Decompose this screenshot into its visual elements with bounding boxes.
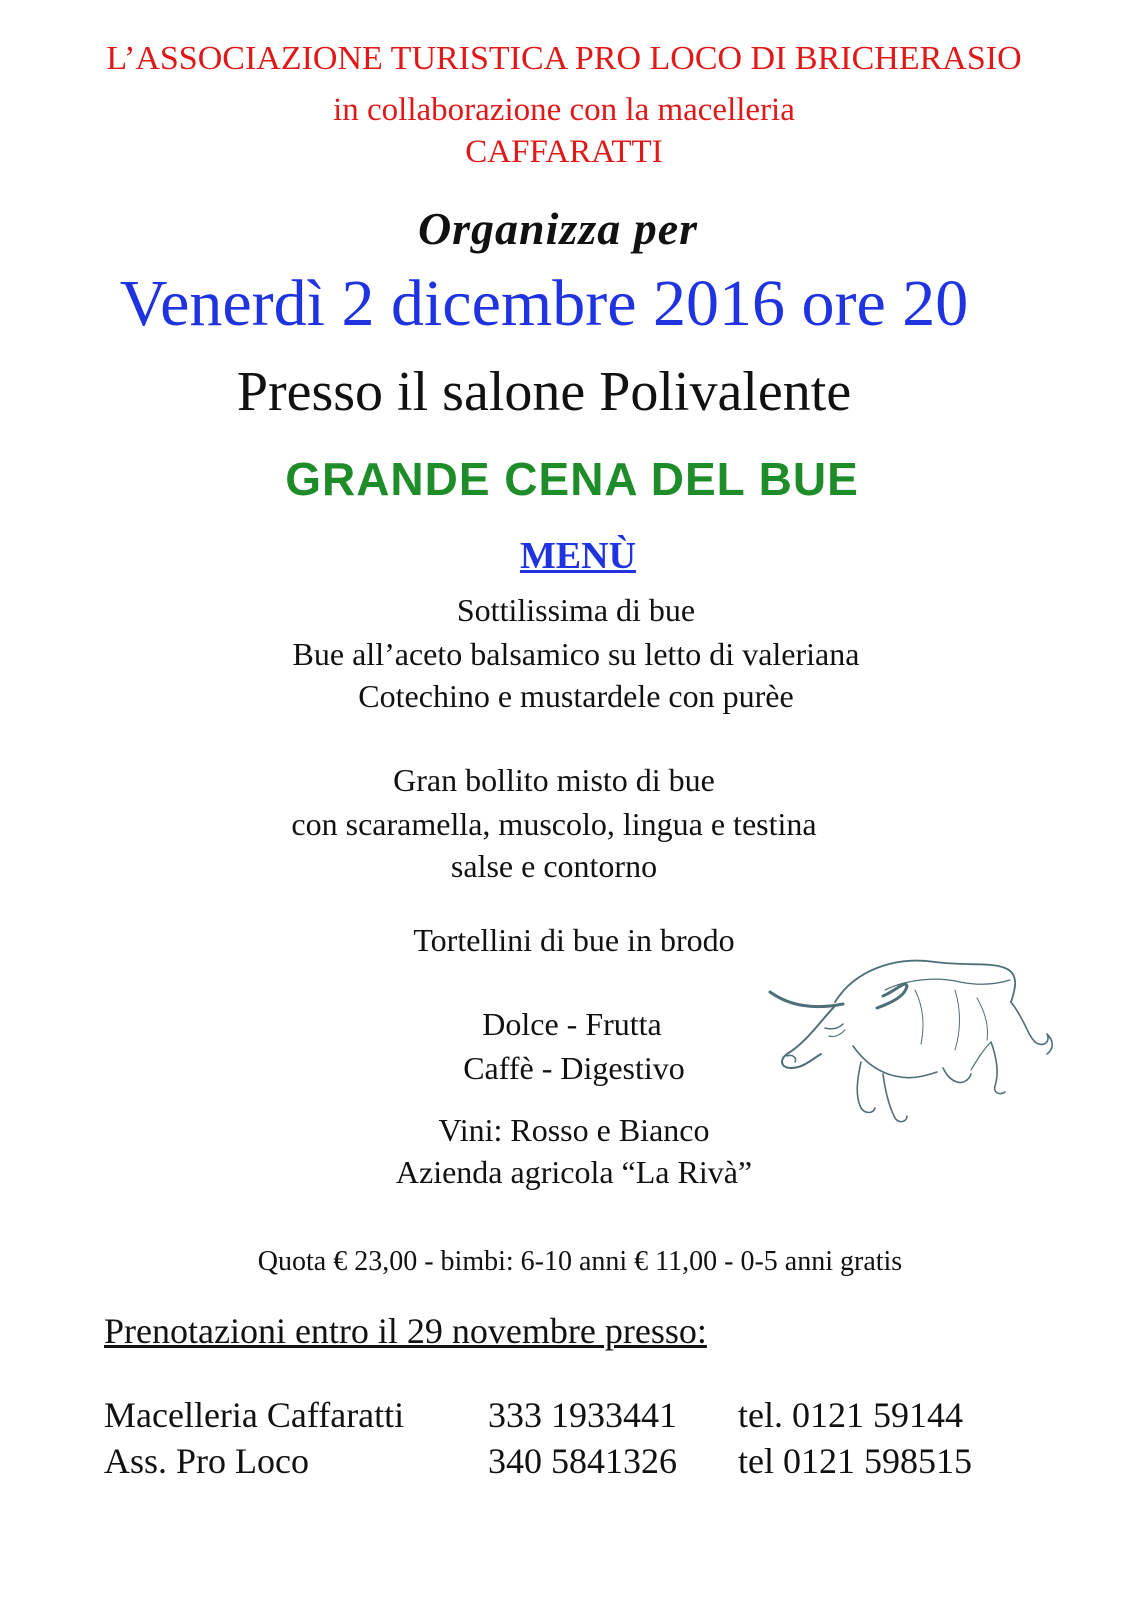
- menu-item: Vini: Rosso e Bianco: [438, 1112, 710, 1148]
- menu-item: Dolce - Frutta: [482, 1006, 662, 1042]
- bull-icon: [765, 950, 1065, 1140]
- collaboration-line: in collaborazione con la macelleria: [333, 92, 795, 128]
- contact-phone: tel. 0121 59144: [738, 1395, 963, 1435]
- contact-mobile: 333 1933441: [488, 1395, 677, 1435]
- contact-mobile: 340 5841326: [488, 1441, 677, 1481]
- contact-name: Ass. Pro Loco: [104, 1441, 309, 1481]
- price-info: Quota € 23,00 - bimbi: 6-10 anni € 11,00 - 0-5 anni gratis: [257, 1246, 903, 1277]
- butcher-name: CAFFARATTI: [465, 134, 663, 170]
- organizes-for-heading: Organizza per: [417, 203, 699, 254]
- contact-name: Macelleria Caffaratti: [104, 1395, 405, 1435]
- event-date: Venerdì 2 dicembre 2016 ore 20: [119, 267, 969, 340]
- menu-item: Azienda agricola “La Rivà”: [395, 1154, 753, 1190]
- menu-item: Tortellini di bue in brodo: [413, 922, 735, 958]
- event-venue: Presso il salone Polivalente: [236, 361, 852, 423]
- contact-phone: tel 0121 598515: [738, 1441, 972, 1481]
- menu-item: Caffè - Digestivo: [463, 1050, 685, 1086]
- event-title: GRANDE CENA DEL BUE: [285, 453, 859, 505]
- menu-item: Gran bollito misto di bue: [393, 762, 715, 798]
- menu-item: Bue all’aceto balsamico su letto di valeriana: [292, 636, 860, 672]
- menu-title: MENÙ: [519, 535, 637, 577]
- association-name: L’ASSOCIAZIONE TURISTICA PRO LOCO DI BRICHERASIO: [106, 40, 1022, 77]
- menu-item: Sottilissima di bue: [456, 592, 696, 628]
- booking-title: Prenotazioni entro il 29 novembre presso:: [104, 1311, 707, 1351]
- menu-item: con scaramella, muscolo, lingua e testina: [291, 806, 817, 842]
- menu-item: Cotechino e mustardele con purèe: [358, 678, 794, 714]
- menu-item: salse e contorno: [450, 848, 658, 884]
